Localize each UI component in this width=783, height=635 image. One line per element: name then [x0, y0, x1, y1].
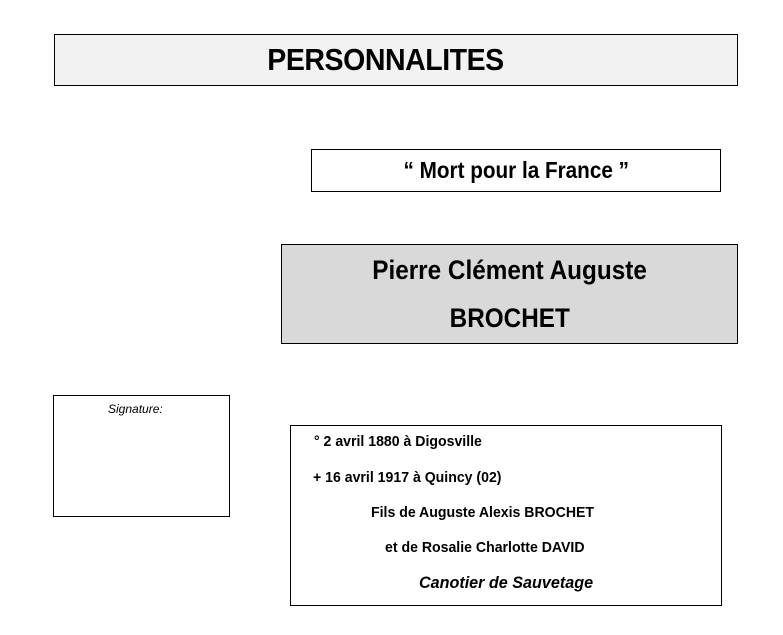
person-surname: BROCHET [449, 303, 570, 333]
person-name-box [281, 244, 738, 344]
mort-pour-la-france-label: “ Mort pour la France ” [403, 157, 629, 183]
mention-box [311, 149, 721, 192]
header-banner [54, 34, 738, 86]
birth-line: ° 2 avril 1880 à Digosville [314, 433, 482, 450]
page-title: PERSONNALITES [267, 42, 505, 77]
death-line: + 16 avril 1917 à Quincy (02) [313, 469, 502, 486]
signature-label: Signature: [108, 402, 163, 416]
biography-box [290, 425, 722, 606]
father-line: Fils de Auguste Alexis BROCHET [371, 504, 595, 521]
person-given-names: Pierre Clément Auguste [372, 255, 647, 285]
mother-line: et de Rosalie Charlotte DAVID [385, 539, 585, 556]
occupation-line: Canotier de Sauvetage [418, 573, 594, 592]
signature-box [53, 395, 230, 517]
